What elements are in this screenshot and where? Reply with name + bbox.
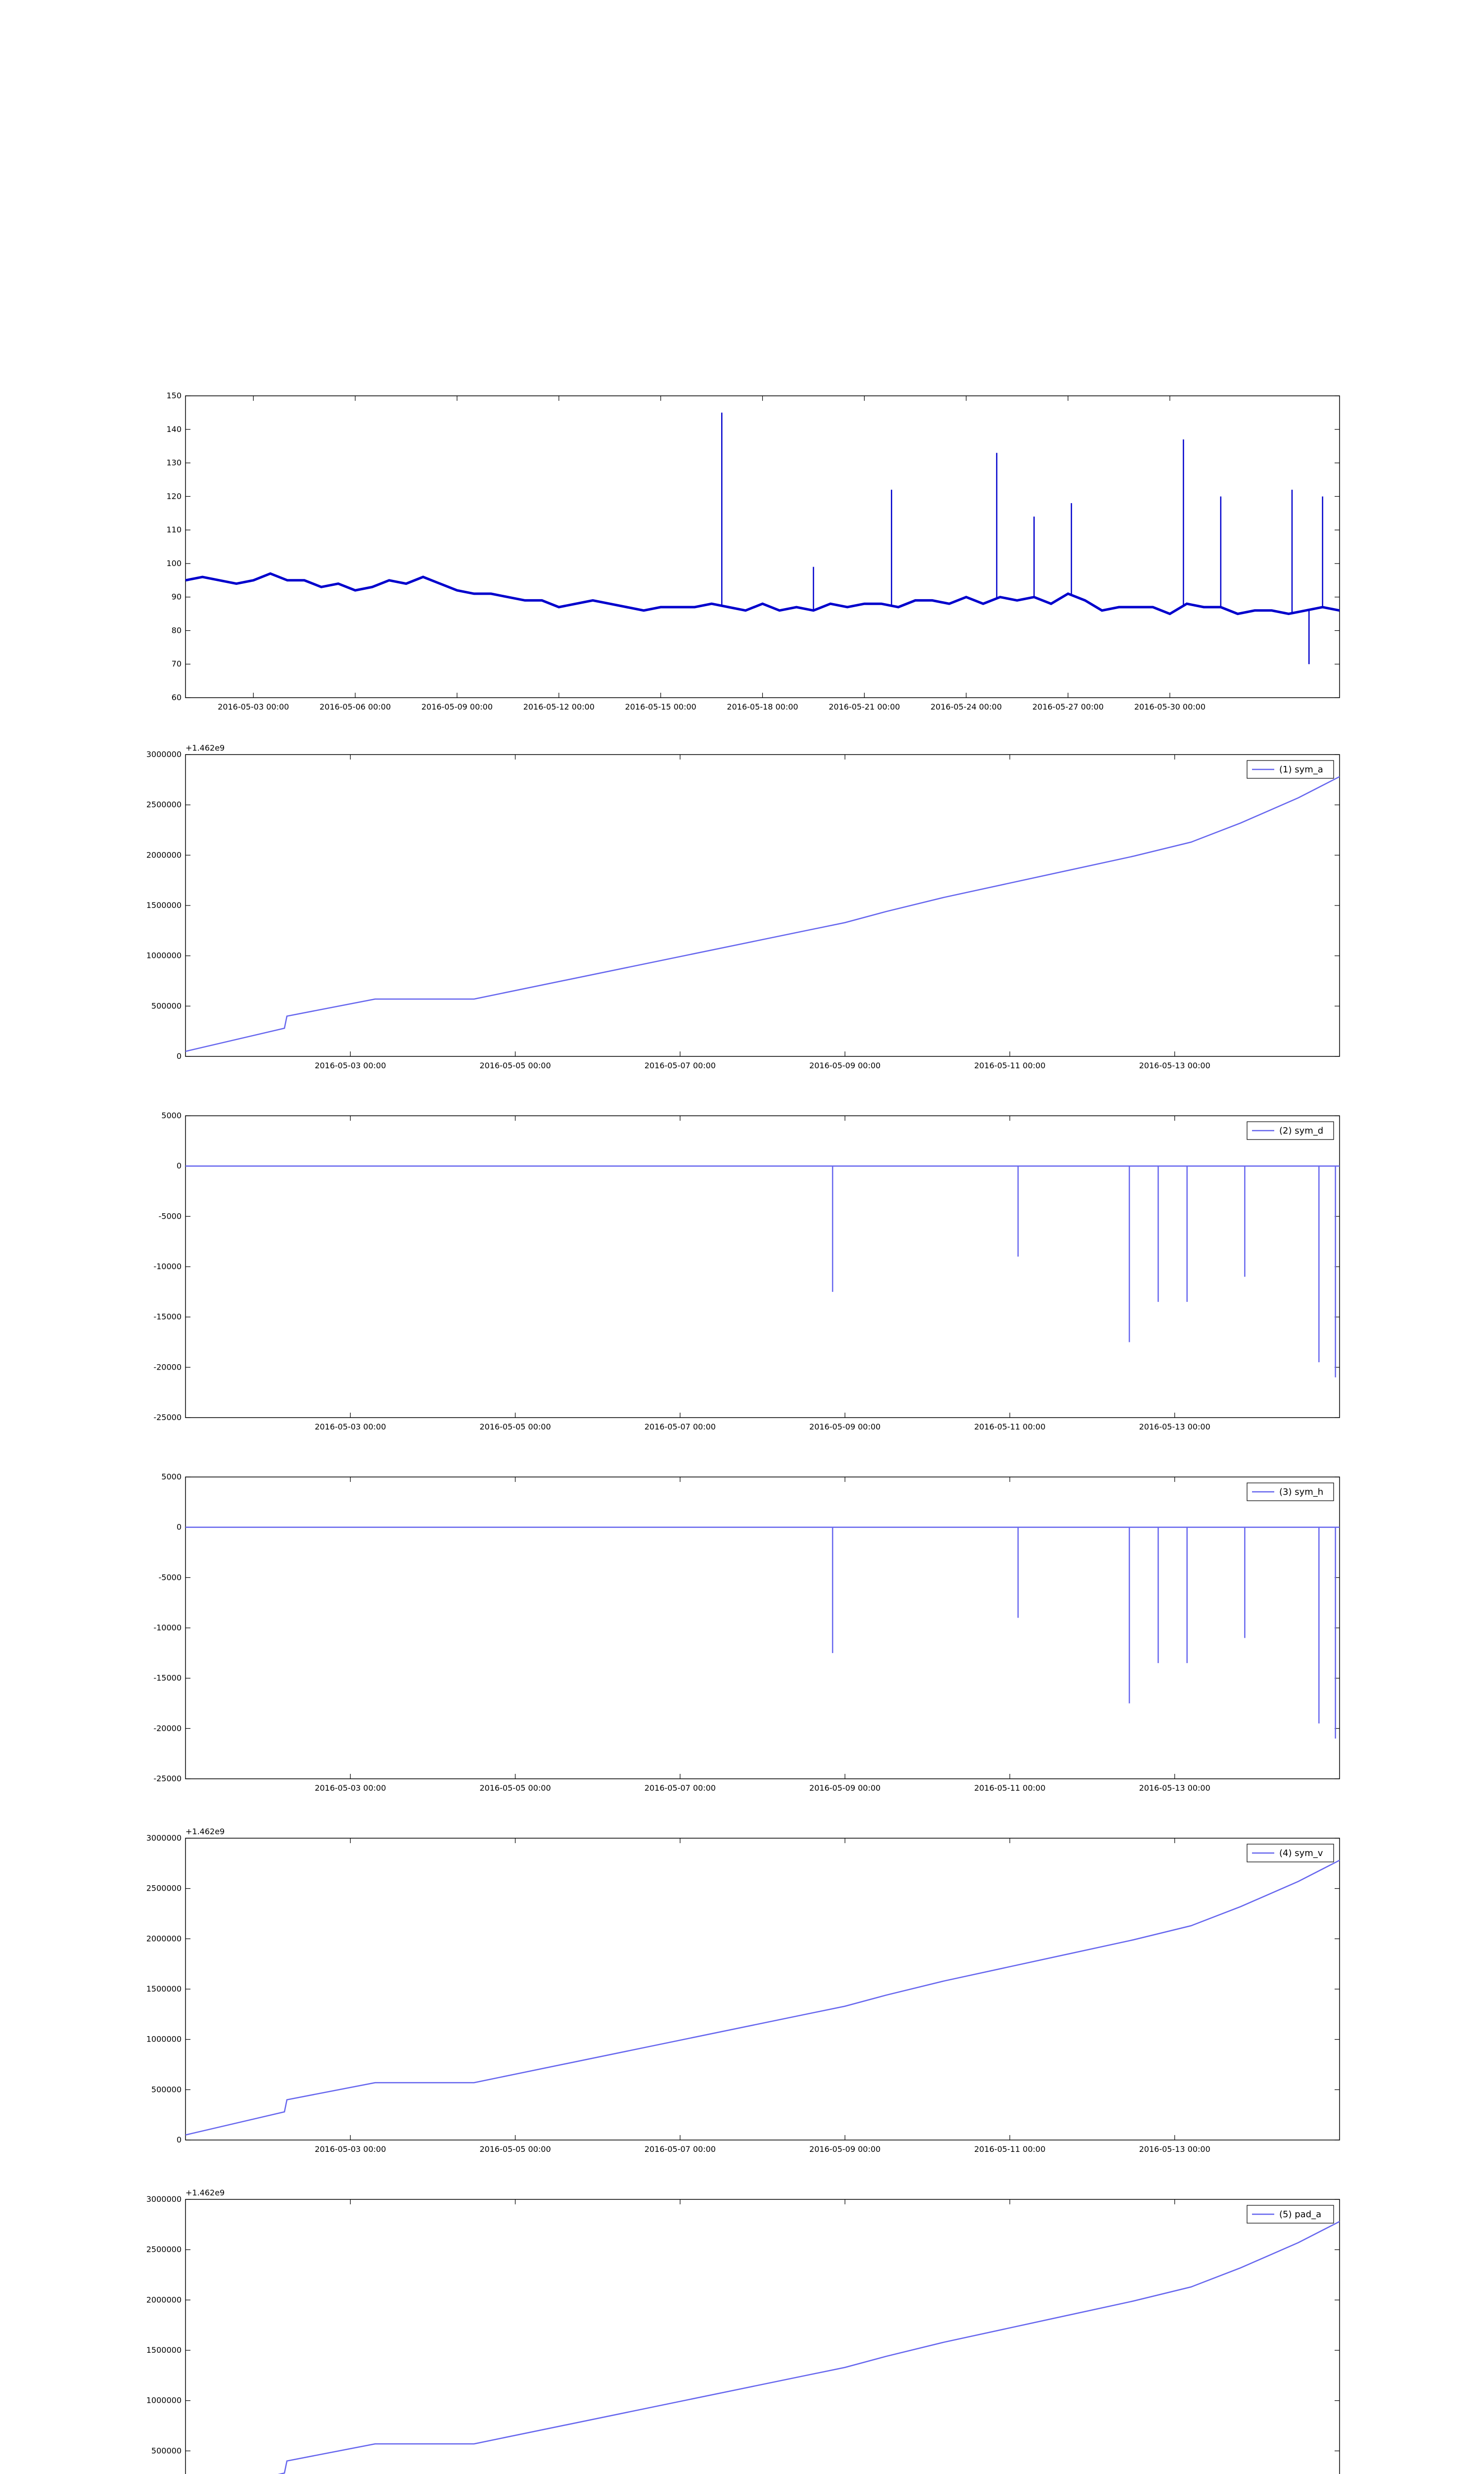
y-tick-label: 1500000 (146, 1984, 182, 1994)
x-tick-label: 2016-05-07 00:00 (644, 1783, 716, 1793)
x-tick-label: 2016-05-05 00:00 (479, 1422, 551, 1431)
plot-frame (186, 2199, 1340, 2474)
y-tick-label: 1000000 (146, 2034, 182, 2044)
y-tick-label: 2000000 (146, 2295, 182, 2305)
y-tick-label: 5000 (161, 1472, 182, 1481)
y-tick-label: -25000 (153, 1774, 182, 1783)
y-tick-label: 130 (166, 458, 182, 468)
y-tick-label: -15000 (153, 1673, 182, 1683)
y-tick-label: -15000 (153, 1312, 182, 1322)
legend-label: (4) sym_v (1279, 1848, 1323, 1858)
x-tick-label: 2016-05-05 00:00 (479, 1061, 551, 1070)
y-tick-label: -20000 (153, 1723, 182, 1733)
axis-offset-label: +1.462e9 (186, 1827, 225, 1836)
y-tick-label: 3000000 (146, 2194, 182, 2204)
y-tick-label: 2500000 (146, 800, 182, 809)
chart-panel-1 (166, 391, 1340, 712)
y-tick-label: -10000 (153, 1623, 182, 1632)
y-tick-label: 3000000 (146, 750, 182, 759)
chart-panel-5 (146, 1827, 1340, 2154)
y-tick-label: 1500000 (146, 901, 182, 910)
x-tick-label: 2016-05-03 00:00 (315, 1061, 386, 1070)
y-tick-label: 120 (166, 491, 182, 501)
y-tick-label: 1000000 (146, 951, 182, 960)
plot-frame (186, 1477, 1340, 1779)
axis-offset-label: +1.462e9 (186, 2188, 225, 2197)
y-tick-label: 90 (171, 592, 182, 602)
x-tick-label: 2016-05-11 00:00 (974, 1422, 1046, 1431)
y-tick-label: -25000 (153, 1413, 182, 1422)
x-tick-label: 2016-05-05 00:00 (479, 1783, 551, 1793)
legend-label: (1) sym_a (1279, 764, 1323, 775)
x-tick-label: 2016-05-09 00:00 (421, 702, 493, 712)
x-tick-label: 2016-05-11 00:00 (974, 1061, 1046, 1070)
y-tick-label: -5000 (158, 1572, 182, 1582)
axis-offset-label: +1.462e9 (186, 743, 225, 753)
x-tick-label: 2016-05-24 00:00 (930, 702, 1002, 712)
y-tick-label: 2000000 (146, 1934, 182, 1944)
y-tick-label: 150 (166, 391, 182, 400)
x-tick-label: 2016-05-30 00:00 (1134, 702, 1206, 712)
x-tick-label: 2016-05-11 00:00 (974, 1783, 1046, 1793)
y-tick-label: 0 (176, 2135, 182, 2144)
y-tick-label: -20000 (153, 1362, 182, 1372)
x-tick-label: 2016-05-15 00:00 (625, 702, 696, 712)
y-tick-label: 500000 (151, 1001, 182, 1011)
series-line (186, 1860, 1340, 2135)
y-tick-label: 2500000 (146, 2244, 182, 2254)
y-tick-label: 0 (176, 1161, 182, 1171)
x-tick-label: 2016-05-13 00:00 (1139, 1061, 1210, 1070)
y-tick-label: 140 (166, 424, 182, 434)
x-tick-label: 2016-05-09 00:00 (809, 1422, 881, 1431)
x-tick-label: 2016-05-06 00:00 (319, 702, 391, 712)
y-tick-label: 1500000 (146, 2345, 182, 2355)
y-tick-label: 1000000 (146, 2395, 182, 2405)
series-line (186, 777, 1340, 1051)
y-tick-label: 70 (171, 659, 182, 669)
legend-label: (2) sym_d (1279, 1126, 1324, 1136)
y-tick-label: -10000 (153, 1262, 182, 1271)
y-tick-label: 500000 (151, 2446, 182, 2456)
x-tick-label: 2016-05-07 00:00 (644, 1422, 716, 1431)
chart-panel-6 (146, 2188, 1340, 2474)
x-tick-label: 2016-05-09 00:00 (809, 1783, 881, 1793)
legend-label: (3) sym_h (1279, 1487, 1324, 1497)
x-tick-label: 2016-05-03 00:00 (315, 2144, 386, 2154)
y-tick-label: 2500000 (146, 1883, 182, 1893)
y-tick-label: 0 (176, 1522, 182, 1532)
x-tick-label: 2016-05-11 00:00 (974, 2144, 1046, 2154)
x-tick-label: 2016-05-03 00:00 (315, 1422, 386, 1431)
plot-frame (186, 396, 1340, 698)
chart-panel-3 (153, 1111, 1340, 1431)
plot-frame (186, 755, 1340, 1056)
x-tick-label: 2016-05-13 00:00 (1139, 1783, 1210, 1793)
y-tick-label: 100 (166, 558, 182, 568)
x-tick-label: 2016-05-03 00:00 (218, 702, 289, 712)
x-tick-label: 2016-05-18 00:00 (727, 702, 798, 712)
x-tick-label: 2016-05-13 00:00 (1139, 1422, 1210, 1431)
x-tick-label: 2016-05-03 00:00 (315, 1783, 386, 1793)
legend-label: (5) pad_a (1279, 2209, 1322, 2220)
y-tick-label: 110 (166, 525, 182, 535)
y-tick-label: 3000000 (146, 1833, 182, 1843)
y-tick-label: -5000 (158, 1211, 182, 1221)
x-tick-label: 2016-05-12 00:00 (523, 702, 595, 712)
x-tick-label: 2016-05-21 00:00 (829, 702, 900, 712)
chart-panel-4 (153, 1472, 1340, 1793)
x-tick-label: 2016-05-07 00:00 (644, 1061, 716, 1070)
x-tick-label: 2016-05-09 00:00 (809, 1061, 881, 1070)
y-tick-label: 0 (176, 1051, 182, 1061)
y-tick-label: 60 (171, 693, 182, 702)
series-line (186, 573, 1340, 614)
plot-frame (186, 1838, 1340, 2140)
x-tick-label: 2016-05-27 00:00 (1032, 702, 1104, 712)
y-tick-label: 2000000 (146, 850, 182, 860)
x-tick-label: 2016-05-09 00:00 (809, 2144, 881, 2154)
plot-frame (186, 1116, 1340, 1418)
x-tick-label: 2016-05-05 00:00 (479, 2144, 551, 2154)
x-tick-label: 2016-05-13 00:00 (1139, 2144, 1210, 2154)
y-tick-label: 80 (171, 625, 182, 635)
series-line (186, 2222, 1340, 2474)
chart-panel-2 (146, 743, 1340, 1070)
y-tick-label: 5000 (161, 1111, 182, 1120)
x-tick-label: 2016-05-07 00:00 (644, 2144, 716, 2154)
y-tick-label: 500000 (151, 2085, 182, 2094)
